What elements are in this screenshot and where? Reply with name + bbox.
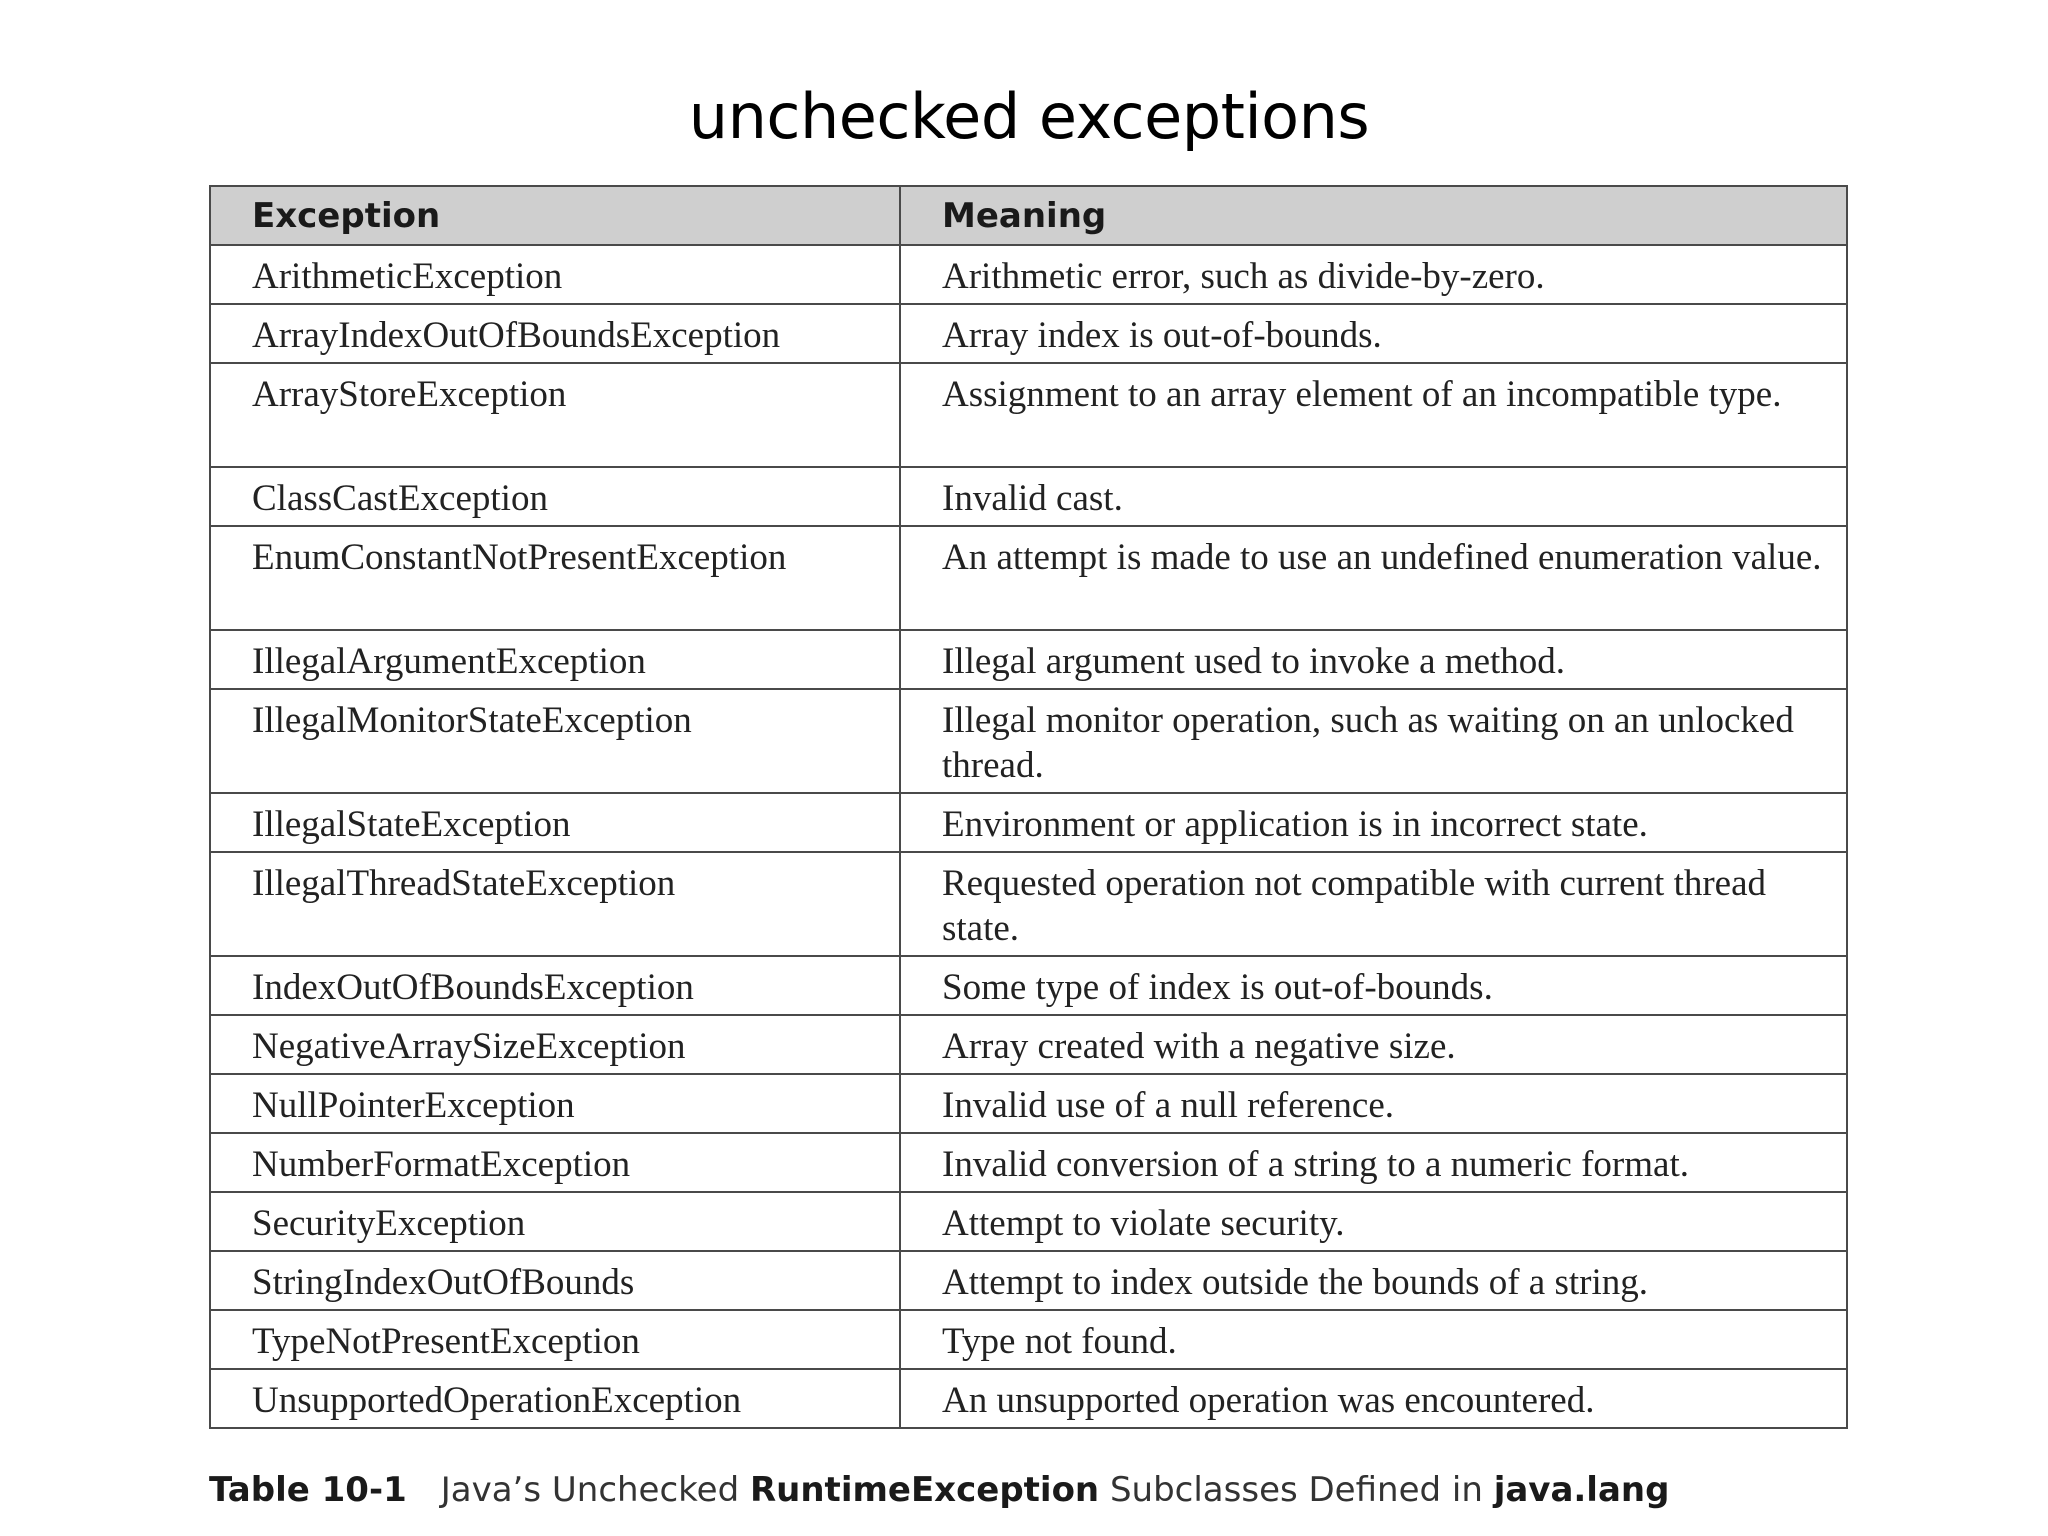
meaning-cell: Requested operation not compatible with current thread state.	[900, 852, 1847, 956]
slide-title: unchecked exceptions	[688, 80, 1370, 153]
table-row	[210, 1369, 1847, 1428]
table-caption	[209, 1470, 1669, 1510]
caption-text-part2: Subclasses Defined in	[1099, 1470, 1494, 1510]
meaning-cell: Array index is out-of-bounds.	[900, 304, 1847, 363]
exception-name-cell: IllegalThreadStateException	[210, 852, 900, 956]
table-row	[210, 1074, 1847, 1133]
exception-name-cell: SecurityException	[210, 1192, 900, 1251]
table-row	[210, 689, 1847, 793]
table-row	[210, 1015, 1847, 1074]
table-row	[210, 852, 1847, 956]
table-row	[210, 1251, 1847, 1310]
meaning-cell: Invalid conversion of a string to a numeric format.	[900, 1133, 1847, 1192]
exception-name-cell: StringIndexOutOfBounds	[210, 1251, 900, 1310]
exception-name-cell: ArrayIndexOutOfBoundsException	[210, 304, 900, 363]
meaning-cell: Array created with a negative size.	[900, 1015, 1847, 1074]
exception-name-cell: TypeNotPresentException	[210, 1310, 900, 1369]
meaning-cell: Arithmetic error, such as divide-by-zero.	[900, 245, 1847, 304]
exception-name-cell: NullPointerException	[210, 1074, 900, 1133]
meaning-cell: Environment or application is in incorrect state.	[900, 793, 1847, 852]
table-row	[210, 1310, 1847, 1369]
exception-name-cell: ClassCastException	[210, 467, 900, 526]
table-header-row	[210, 186, 1847, 245]
table-row	[210, 526, 1847, 630]
meaning-cell: Attempt to violate security.	[900, 1192, 1847, 1251]
table-row	[210, 1133, 1847, 1192]
table-row	[210, 304, 1847, 363]
exception-name-cell: IllegalStateException	[210, 793, 900, 852]
meaning-cell: Type not found.	[900, 1310, 1847, 1369]
meaning-cell: Some type of index is out-of-bounds.	[900, 956, 1847, 1015]
table-row	[210, 793, 1847, 852]
exception-name-cell: ArrayStoreException	[210, 363, 900, 467]
meaning-cell: Invalid use of a null reference.	[900, 1074, 1847, 1133]
column-header-meaning: Meaning	[900, 186, 1847, 245]
exception-name-cell: IndexOutOfBoundsException	[210, 956, 900, 1015]
table-row	[210, 245, 1847, 304]
caption-text-part1: Java’s Unchecked	[440, 1470, 750, 1510]
exception-name-cell: ArithmeticException	[210, 245, 900, 304]
meaning-cell: Invalid cast.	[900, 467, 1847, 526]
table-row	[210, 956, 1847, 1015]
meaning-cell: Attempt to index outside the bounds of a string.	[900, 1251, 1847, 1310]
column-header-exception: Exception	[210, 186, 900, 245]
caption-table-number: Table 10-1	[209, 1470, 407, 1510]
exception-name-cell: EnumConstantNotPresentException	[210, 526, 900, 630]
exception-name-cell: IllegalMonitorStateException	[210, 689, 900, 793]
exception-name-cell: NegativeArraySizeException	[210, 1015, 900, 1074]
exception-name-cell: UnsupportedOperationException	[210, 1369, 900, 1428]
meaning-cell: Illegal argument used to invoke a method.	[900, 630, 1847, 689]
meaning-cell: An unsupported operation was encountered.	[900, 1369, 1847, 1428]
unchecked-exceptions-table	[209, 185, 1848, 1429]
table-row	[210, 1192, 1847, 1251]
meaning-cell: Illegal monitor operation, such as waiting on an unlocked thread.	[900, 689, 1847, 793]
meaning-cell: An attempt is made to use an undefined enumeration value.	[900, 526, 1847, 630]
caption-class-name: RuntimeException	[749, 1470, 1100, 1510]
exception-name-cell: IllegalArgumentException	[210, 630, 900, 689]
table-row	[210, 363, 1847, 467]
meaning-cell: Assignment to an array element of an incompatible type.	[900, 363, 1847, 467]
table-row	[210, 630, 1847, 689]
exception-name-cell: NumberFormatException	[210, 1133, 900, 1192]
caption-package-name: java.lang	[1493, 1470, 1670, 1510]
table-row	[210, 467, 1847, 526]
